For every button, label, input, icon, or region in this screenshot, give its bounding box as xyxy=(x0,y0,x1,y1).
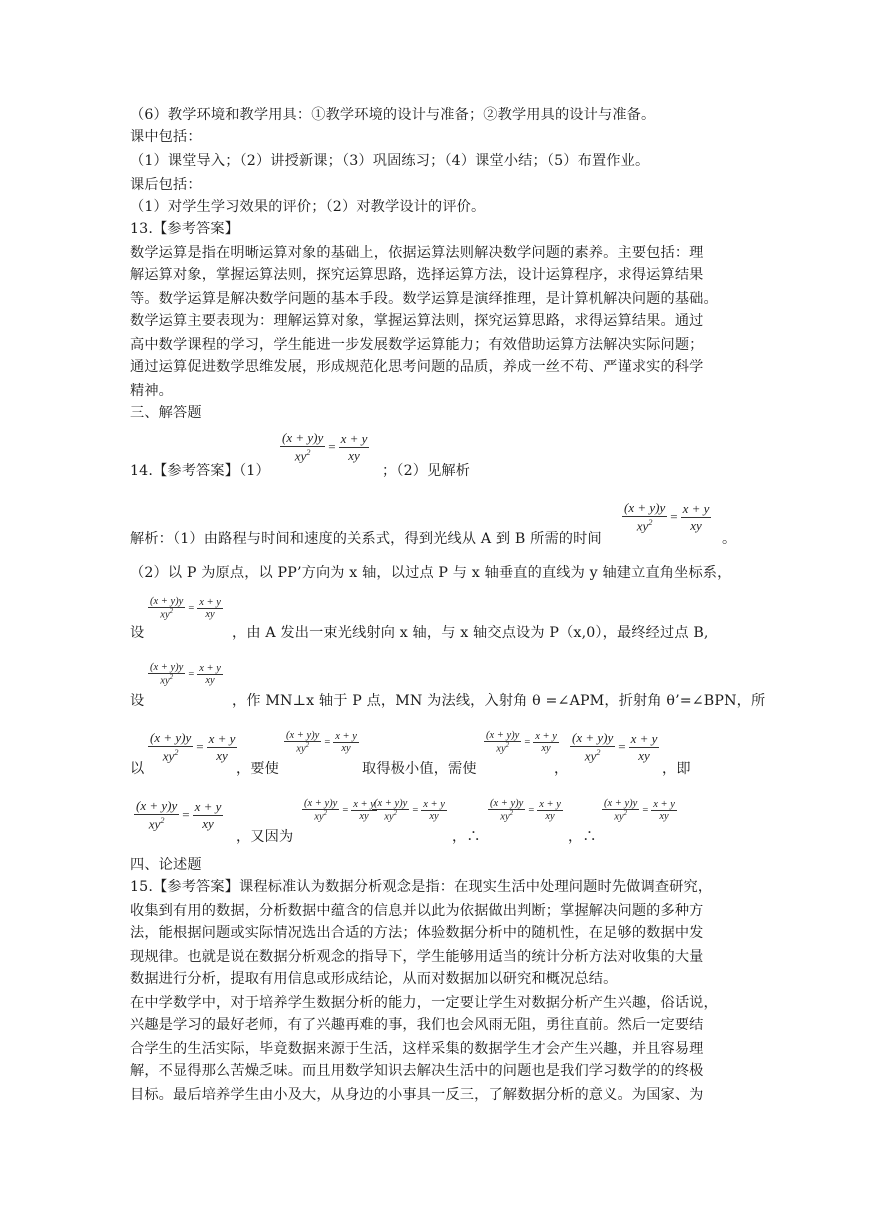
formula: $\frac{(x + y)y}{xy^2}$ = $\frac{x + y}{xy}$ xyxy=(286,730,357,755)
text-line: 现规律。也就是说在数据分析观念的指导下，学生能够用适当的统计分析方法对收集的大量 xyxy=(130,949,704,965)
text-line: ，又因为 xyxy=(236,829,294,845)
text-line: 设 xyxy=(130,625,145,641)
formula: $\frac{(x + y)y}{xy^2}$ = $\frac{x + y}{xy}$ xyxy=(374,798,445,823)
text-line: 精神。 xyxy=(130,383,174,399)
formula: $\frac{(x + y)y}{xy^2}$ = $\frac{x + y}{xy}$ xyxy=(150,730,236,764)
text-line: 数学运算主要表现为：理解运算对象，掌握运算法则，探究运算思路，求得运算结果。通过 xyxy=(130,313,704,329)
text-line: 法，能根据问题或实际情况选出合适的方法；体验数据分析中的随机性，在足够的数据中发 xyxy=(130,925,704,941)
text-line: ，∴ xyxy=(568,829,597,845)
text-line: 高中数学课程的学习，学生能进一步发展数学运算能力；有效借助运算方法解决实际问题； xyxy=(130,337,704,353)
formula: $\frac{(x + y)y}{xy^2}$ = $\frac{x + y}{xy}$ xyxy=(136,798,222,832)
text-line: 设 xyxy=(130,693,145,709)
text-line: 课中包括： xyxy=(130,129,202,145)
text-line: ；（2）见解析 xyxy=(382,463,471,479)
text-line: 收集到有用的数据，分析数据中蕴含的信息并以此为依据做出判断；掌握解决问题的多种方 xyxy=(130,903,704,919)
text-line: 目标。最后培养学生由小及大，从身边的小事具一反三，了解数据分析的意义。为国家、为 xyxy=(130,1087,704,1103)
text-line: （2）以 P 为原点，以 PP’方向为 x 轴，以过点 P 与 x 轴垂直的直线为 y 轴建立直角坐标系， xyxy=(130,565,732,581)
section-heading: 四、论述题 xyxy=(130,857,202,873)
text-line: 数学运算是指在明晰运算对象的基础上，依据运算法则解决数学问题的素养。主要包括：理 xyxy=(130,245,704,261)
text-line: 以 xyxy=(130,761,145,777)
formula: $\frac{(x + y)y}{xy^2}$ = $\frac{x + y}{xy}$ xyxy=(624,500,710,534)
text-line: （1）课堂导入；（2）讲授新课；（3）巩固练习；（4）课堂小结；（5）布置作业。 xyxy=(130,153,650,169)
text-line: ，作 MN⊥x 轴于 P 点，MN 为法线，入射角 θ =∠APM，折射角 θ’=∠BPN，所 xyxy=(232,693,766,709)
text-line: ，∴ xyxy=(452,829,481,845)
question-13-heading: 13.【参考答案】 xyxy=(130,221,240,237)
text-line: 数据进行分析，提取有用信息或形成结论，从而对数据加以研究和概况总结。 xyxy=(130,971,618,987)
formula: $\frac{(x + y)y}{xy^2}$ = $\frac{x + y}{xy}$ xyxy=(150,596,221,621)
formula: $\frac{(x + y)y}{xy^2}$ = $\frac{x + y}{xy}$ xyxy=(150,662,221,687)
text-line: ，即 xyxy=(662,761,691,777)
question-15-heading: 15.【参考答案】课程标准认为数据分析观念是指：在现实生活中处理问题时先做调查研究， xyxy=(130,879,713,895)
text-line: 课后包括： xyxy=(130,177,202,193)
text-line: 解，不显得那么苦燥乏味。而且用数学知识去解决生活中的问题也是我们学习数学的的终极 xyxy=(130,1063,704,1079)
text-line: 取得极小值，需使 xyxy=(362,761,477,777)
formula: $\frac{(x + y)y}{xy^2}$ = $\frac{x + y}{xy}$ xyxy=(486,730,557,755)
text-line: 解析：（1）由路程与时间和速度的关系式，得到光线从 A 到 B 所需的时间 xyxy=(130,531,602,547)
text-line: ，由 A 发出一束光线射向 x 轴，与 x 轴交点设为 P（x,0），最终经过点 B, xyxy=(232,625,709,641)
question-14-heading: 14.【参考答案】（1） xyxy=(130,463,270,479)
text-line: 合学生的生活实际，毕竟数据来源于生活，这样采集的数据学生才会产生兴趣，并且容易理 xyxy=(130,1041,704,1057)
text-line: 等。数学运算是解决数学问题的基本手段。数学运算是演绎推理，是计算机解决问题的基础。 xyxy=(130,291,718,307)
text-line: （1）对学生学习效果的评价；（2）对教学设计的评价。 xyxy=(130,199,486,215)
formula: $\frac{(x + y)y}{xy^2}$ = $\frac{x + y}{xy}$ xyxy=(490,798,561,823)
text-line: 。 xyxy=(722,531,737,547)
text-line: 在中学数学中，对于培养学生数据分析的能力，一定要让学生对数据分析产生兴趣，俗话说， xyxy=(130,995,718,1011)
text-line: ， xyxy=(554,761,569,777)
formula: $\frac{(x + y)y}{xy^2}$ = $\frac{x + y}{xy}$ xyxy=(304,798,375,823)
formula: $\frac{(x + y)y}{xy^2}$ = $\frac{x + y}{xy}$ xyxy=(572,730,658,764)
text-line: 通过运算促进数学思维发展，形成规范化思考问题的品质，养成一丝不苟、严谨求实的科学 xyxy=(130,359,704,375)
formula: $\frac{(x + y)y}{xy^2}$ = $\frac{x + y}{xy}$ xyxy=(282,430,368,464)
text-line: ，要使 xyxy=(236,761,280,777)
text-line: 兴趣是学习的最好老师，有了兴趣再难的事，我们也会风雨无阻，勇往直前。然后一定要结 xyxy=(130,1017,704,1033)
formula: $\frac{(x + y)y}{xy^2}$ = $\frac{x + y}{xy}$ xyxy=(604,798,675,823)
section-heading: 三、解答题 xyxy=(130,405,202,421)
text-line: 解运算对象，掌握运算法则，探究运算思路，选择运算方法，设计运算程序，求得运算结果 xyxy=(130,267,704,283)
text-line: （6）教学环境和教学用具：①教学环境的设计与准备；②教学用具的设计与准备。 xyxy=(130,107,656,123)
